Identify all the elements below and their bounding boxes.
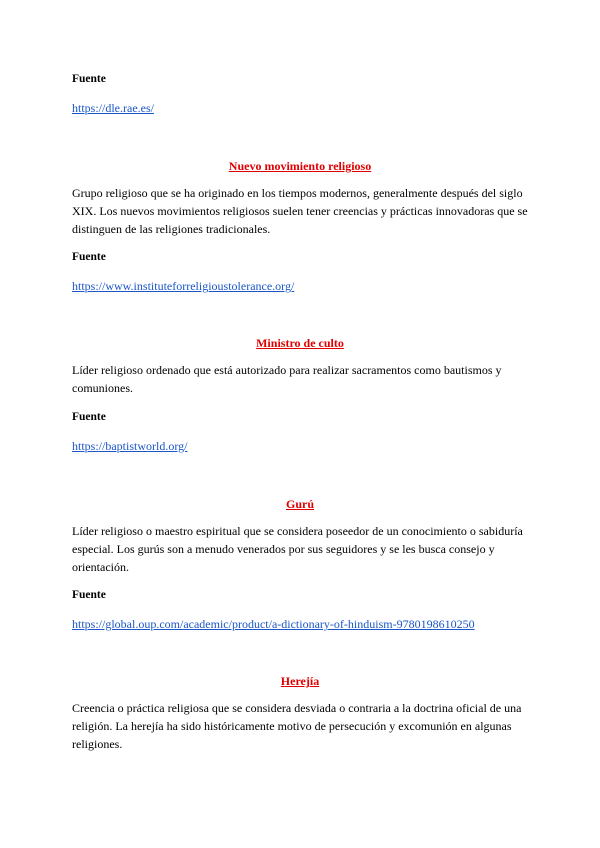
heading-herejia: Herejía — [280, 674, 320, 689]
source-label: Fuente — [72, 410, 106, 423]
source-label: Fuente — [72, 589, 106, 602]
source-link-rae[interactable]: https://dle.rae.es/ — [72, 101, 154, 115]
heading-ministro-de-culto: Ministro de culto — [256, 336, 344, 351]
heading-nuevo-movimiento-religioso: Nuevo movimiento religioso — [228, 159, 372, 173]
source-label: Fuente — [72, 73, 106, 85]
source-link-baptistworld[interactable]: https://baptistworld.org/ — [72, 438, 188, 453]
source-link-religioustolerance[interactable]: https://www.instituteforreligioustolerance.org/ — [72, 279, 295, 294]
source-label: Fuente — [72, 251, 106, 264]
source-link-oup[interactable]: https://global.oup.com/academic/product/a-dictionary-of-hinduism-9780198610250 — [72, 617, 475, 632]
document-page — [72, 70, 528, 754]
description-guru: Líder religioso o maestro espiritual que se considera poseedor de un conocimiento o sabiduría especial. Los gurús son a menudo venerados por sus seguidores y se les busca consejo y orientación. — [72, 523, 523, 574]
description-nuevo-movimiento-religioso: Grupo religioso que se ha originado en los tiempos modernos, generalmente después del siglo XIX. Los nuevos movimientos religiosos suelen tener creencias y prácticas innovadoras que se distinguen de las religiones tradicionales. — [72, 186, 528, 236]
description-ministro-de-culto: Líder religioso ordenado que está autorizado para realizar sacramentos como bautismos y comuniones. — [72, 363, 502, 396]
description-herejia: Creencia o práctica religiosa que se considera desviada o contraria a la doctrina oficial de una religión. La herejía ha sido históricamente motivo de persecución y excomunión en algunas religiones. — [72, 701, 522, 751]
heading-guru: Gurú — [285, 496, 314, 511]
